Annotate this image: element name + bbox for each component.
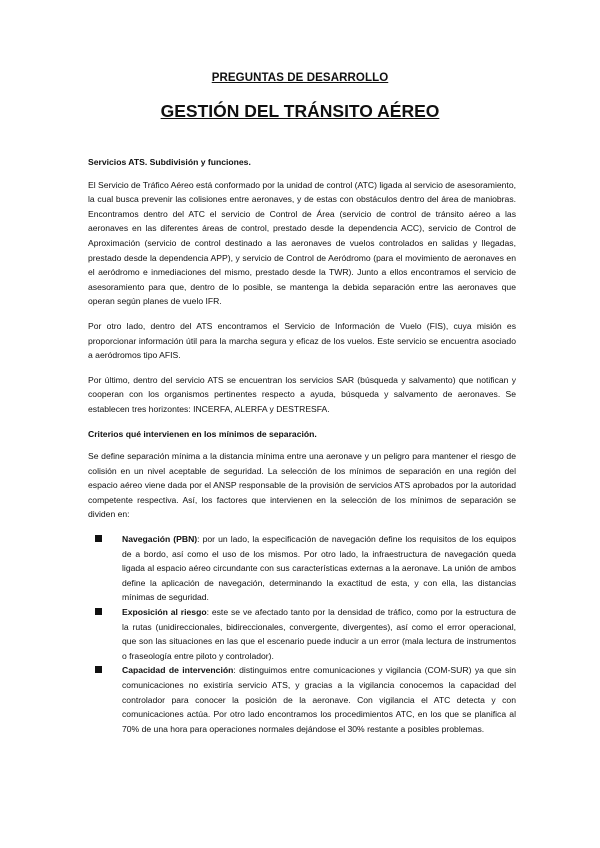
square-bullet-icon	[95, 608, 102, 615]
paragraph-ats-1: El Servicio de Tráfico Aéreo está conformado por la unidad de control (ATC) ligada al servicio de asesoramiento, la cual busca prevenir las colisiones entre aeronaves, y de estas con obstáculos dentro del área de maniobras. Encontramos dentro del ATC el servicio de Control de Área (servicio de control de tránsito aéreo a las aeronaves en las diferentes áreas de control, prestado desde la dependencia ACC), servicio de Control de Aproximación (servicio de control destinado a las aeronaves de vuelos controlados en salidas y llegadas, prestado desde la dependencia APP), y servicio de Control de Aeródromo (para el movimiento de aeronaves en el aeródromo e inmediaciones del mismo, prestado desde la TWR). Junto a ellos encontramos el servicio de asesoramiento para que, dentro de lo posible, se mantenga la debida separación entre las aeronaves que operan según planes de vuelo IFR.	[88, 179, 516, 307]
list-item-capacidad	[122, 663, 516, 736]
factor-list	[88, 532, 516, 736]
bullet-term: Capacidad de intervención	[122, 665, 234, 676]
square-bullet-icon	[95, 535, 102, 542]
section-heading-separation: Criterios qué intervienen en los mínimos de separación.	[88, 428, 317, 439]
section-heading-ats: Servicios ATS. Subdivisión y funciones.	[88, 157, 251, 167]
bullet-term: Exposición al riesgo	[122, 607, 207, 618]
paragraph-ats-2: Por otro lado, dentro del ATS encontramos el Servicio de Información de Vuelo (FIS), cuya misión es proporcionar información útil para la marcha segura y eficaz de los vuelos. Este servicio se encuentra asociado a aeródromos tipo AFIS.	[88, 320, 516, 361]
bullet-text: : este se ve afectado tanto por la densidad de tráfico, como por la estructura de la rutas (unidireccionales, bidireccionales, convergente, divergentes), así como el error operacional, que son las situaciones en las que el escenario puede inducir a un error (mala lectura de instrumentos o fraseología entre piloto y controlador).	[122, 607, 516, 661]
bullet-text: : por un lado, la especificación de navegación define los requisitos de los equipos de a bordo, así como el uso de los mismos. Por otro lado, la infraestructura de navegación queda ligada al espacio aéreo circundante con sus características externas a la aeronave. La unión de ambos define la aplicación de navegación, determinando la exactitud de esta, y con ella, las distancias mínimas de seguridad.	[122, 534, 516, 603]
document-body	[88, 155, 516, 736]
list-item-navegacion	[122, 532, 516, 605]
page-title: GESTIÓN DEL TRÁNSITO AÉREO	[160, 101, 440, 121]
paragraph-ats-3: Por último, dentro del servicio ATS se encuentran los servicios SAR (búsqueda y salvamento) que notifican y cooperan con los organismos pertinentes respecto a ayuda, búsqueda y salvamento de aeronaves. Se establecen tres horizontes: INCERFA, ALERFA y DESTRESFA.	[88, 374, 516, 414]
top-heading: PREGUNTAS DE DESARROLLO	[211, 72, 389, 84]
bullet-term: Navegación (PBN)	[122, 534, 198, 545]
paragraph-separation-1: Se define separación mínima a la distancia mínima entre una aeronave y un peligro para mantener el riesgo de colisión en un nivel aceptable de seguridad. La selección de los mínimos de separación en una región del espacio aéreo viene dada por el ANSP responsable de la provisión de servicios ATS aprobados por la autoridad competente respectiva. Así, los factores que intervienen en la selección de los mínimos de separación se dividen en:	[88, 451, 516, 520]
square-bullet-icon	[95, 666, 102, 673]
list-item-exposicion	[122, 605, 516, 663]
bullet-text: : distinguimos entre comunicaciones y vigilancia (COM-SUR) ya que sin comunicaciones no existiría servicio ATS, y gracias a la vigilancia conocemos la capacidad del controlador para conocer la posición de la aeronave. Con vigilancia el ATC detecta y con comunicaciones actúa. Por otro lado encontramos los procedimientos ATC, en los que se planifica al 70% de una hora para operaciones normales dejándose el 30% restante a posibles problemas.	[122, 665, 516, 734]
